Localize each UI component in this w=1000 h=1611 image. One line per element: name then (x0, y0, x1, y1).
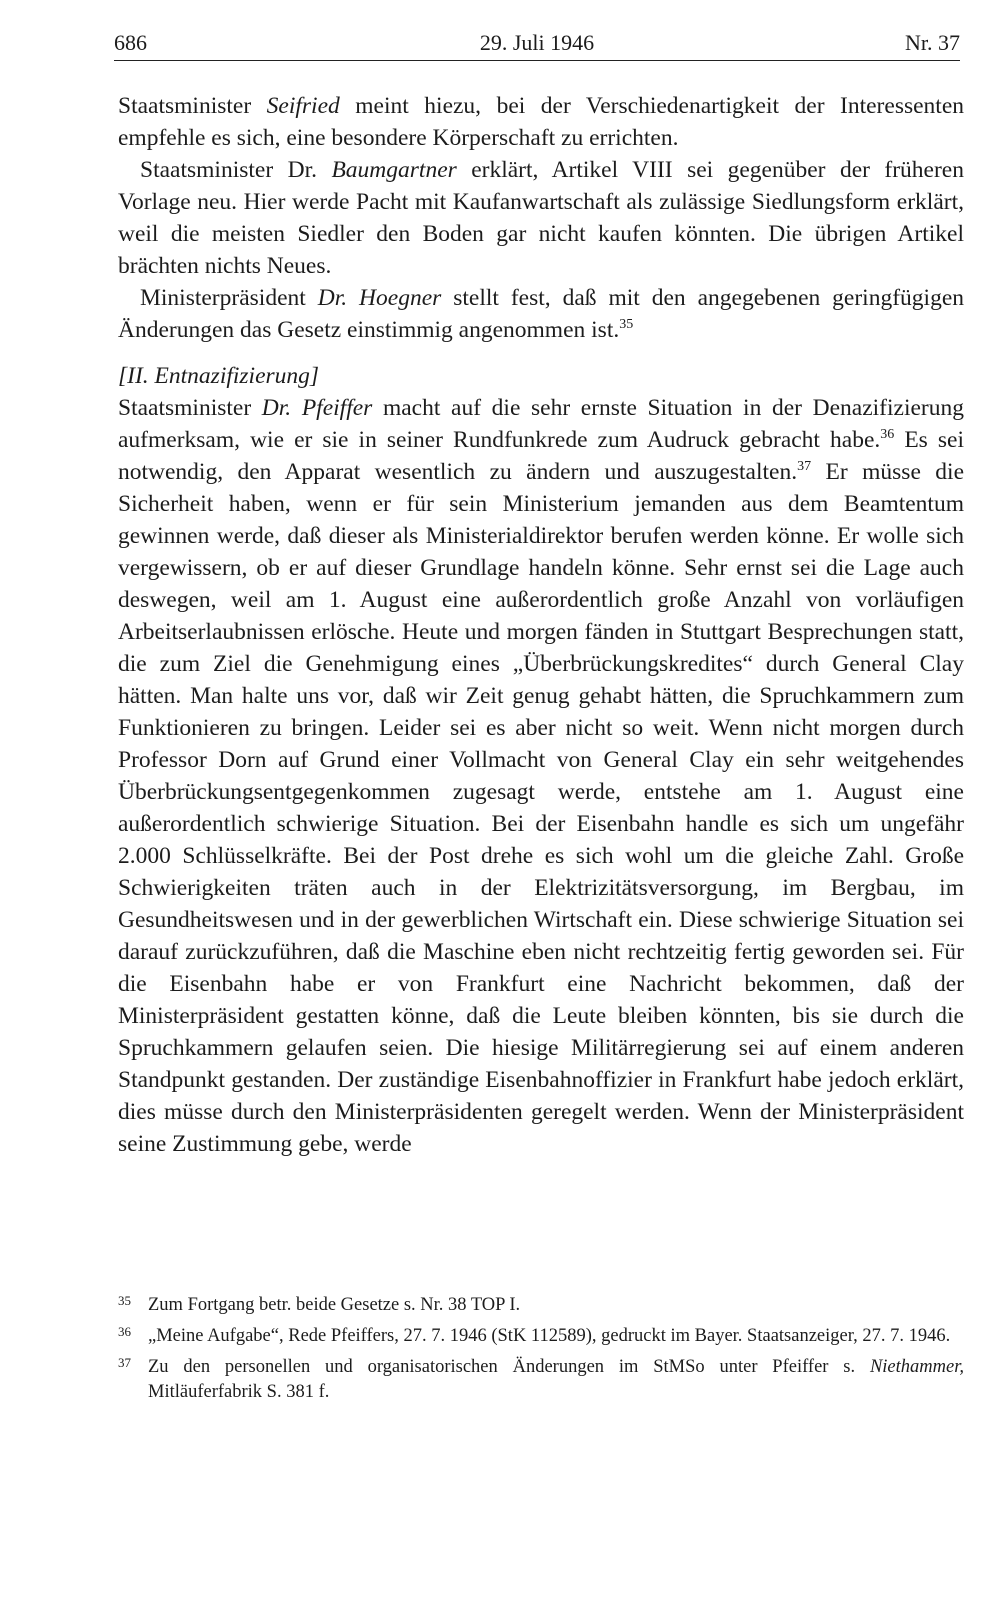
running-header (114, 30, 960, 60)
footnote-ref: 36 (880, 427, 895, 442)
footnote-number: 36 (118, 1324, 131, 1339)
paragraph-text: Ministerpräsident (140, 285, 318, 311)
paragraph-text: Er müsse die Sicherheit haben, wenn er für sein Ministerium jemanden aus dem Beamtentum gewinnen werde, daß dieser als Ministerialdirektor berufen werden könne. Er wolle sich vergewissern, ob er auf dieser Grundlage handeln könne. Sehr ernst sei die Lage auch deswegen, weil am 1. August eine außerordentlich große Anzahl von vorläufigen Arbeitserlaubnissen erlösche. Heute und morgen fänden in Stuttgart Besprechungen statt, die zum Ziel die Genehmigung eines „Überbrückungskredites“ durch General Clay hätten. Man halte uns vor, daß wir Zeit genug gehabt hätten, die Spruchkammern zum Funktionieren zu bringen. Leider sei es aber nicht so weit. Wenn nicht morgen durch Professor Dorn auf Grund einer Vollmacht von General Clay ein sehr weitgehendes Überbrückungsentgegenkommen zugesagt werde, entstehe am 1. August eine außerordentlich schwierige Situation. Bei der Eisenbahn handle es sich um ungefähr 2.000 Schlüsselkräfte. Bei der Post drehe es sich wohl um die gleiche Zahl. Große Schwierigkeiten träten auch in der Elektrizitätsversorgung, im Bergbau, im Gesundheitswesen und in der gewerblichen Wirtschaft ein. Diese schwierige Situation sei darauf zurückzuführen, daß die Maschine eben nicht rechtzeitig fertig geworden sei. Für die Eisenbahn habe er von Frankfurt eine Nachricht bekommen, daß der Ministerpräsident gestatten könne, daß die Leute bleiben könnten, bis sie durch die Spruchkammern gelaufen seien. Die hiesige Militärregierung sei auf einem anderen Standpunkt gestanden. Der zuständige Eisenbahnoffizier in Frankfurt habe jedoch erklärt, dies müsse durch den Ministerpräsidenten geregelt werden. Wenn der Ministerpräsident seine Zustimmung gebe, werde (118, 459, 965, 1157)
page-number: 686 (114, 30, 147, 55)
paragraph-text: Staatsminister (118, 395, 262, 421)
footnote-ref: 37 (797, 459, 812, 474)
speaker-name: Hoegner (359, 285, 442, 311)
footnote-text: Mitläuferfabrik S. 381 f. (148, 1382, 330, 1402)
footnote-ref: 35 (619, 317, 634, 332)
footnote-number: 37 (118, 1355, 131, 1370)
footnote (118, 1324, 964, 1349)
speaker-name: Seifried (266, 93, 340, 119)
paragraph-text: stellt fest, daß mit den angegebenen geringfügigen Änderungen das Gesetz einstimmig angenommen ist. (118, 285, 964, 343)
footnote-author: Niethammer, (869, 1357, 964, 1377)
section-heading: [II. Entnazifizierung] (118, 363, 320, 389)
speaker-name: Pfeiffer (301, 395, 373, 421)
footnotes (118, 1293, 964, 1411)
paragraph-pfeiffer (118, 392, 964, 1160)
title-dr: Dr. (261, 395, 292, 421)
footnote (118, 1355, 964, 1405)
header-date: 29. Juli 1946 (479, 30, 595, 55)
footnote-number: 35 (118, 1293, 131, 1308)
paragraph-text: meint hiezu, bei der Verschiedenartigkeit der Interessenten empfehle es sich, eine besondere Körperschaft zu errichten. (118, 93, 964, 151)
footnote-text: Zum Fortgang betr. beide Gesetze s. Nr. 38 TOP I. (148, 1295, 521, 1315)
paragraph-text: macht auf die sehr ernste Situation in der Denazifizierung aufmerksam, wie er sie in seiner Rundfunkrede zum Audruck gebracht habe. (118, 395, 964, 453)
paragraph-text: Staatsminister Dr. (140, 157, 332, 183)
paragraph-hoegner (118, 282, 964, 346)
paragraph-text: Es sei notwendig, den Apparat wesentlich zu ändern und auszugestalten. (118, 427, 964, 485)
header-rule (114, 60, 960, 61)
paragraph-text: erklärt, Artikel VIII sei gegenüber der früheren Vorlage neu. Hier werde Pacht mit Kaufanwartschaft als zulässige Siedlungsform erklärt, weil die meisten Siedler den Boden gar nicht kaufen könnten. Die übrigen Artikel brächten nichts Neues. (118, 157, 964, 279)
paragraph-seifried (118, 90, 964, 154)
footnote (118, 1293, 964, 1318)
paragraph-text: Staatsminister (118, 93, 267, 119)
issue-number: Nr. 37 (905, 30, 960, 55)
paragraph-baumgartner (118, 154, 964, 282)
title-dr: Dr. (317, 285, 348, 311)
speaker-name: Baumgartner (331, 157, 457, 183)
main-text (118, 90, 964, 1160)
footnote-text: Zu den personellen und organisatorischen Änderungen im StMSo unter Pfeiffer s. (148, 1357, 870, 1377)
footnote-text: „Meine Aufgabe“, Rede Pfeiffers, 27. 7. 1946 (StK 112589), gedruckt im Bayer. Staatsanzeiger, 27. 7. 1946. (148, 1326, 951, 1346)
